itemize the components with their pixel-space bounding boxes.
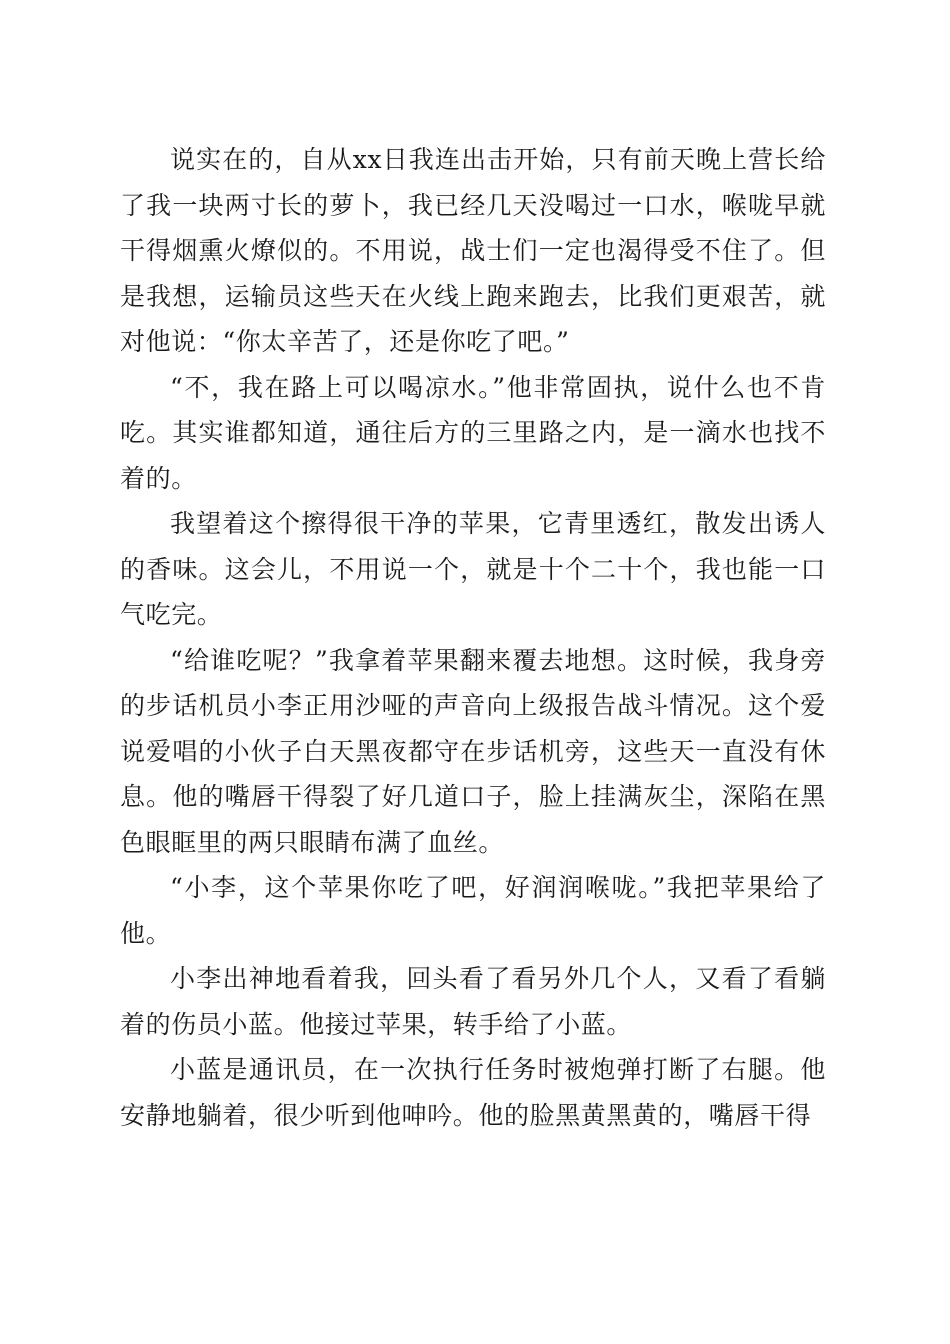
paragraph-4: “给谁吃呢？”我拿着苹果翻来覆去地想。这时候，我身旁的步话机员小李正用沙哑的声音向上级报告战斗情况。这个爱说爱唱的小伙子白天黑夜都守在步话机旁，这些天一直没有休息。他的嘴唇干得裂了好几道口子，脸上挂满灰尘，深陷在黑色眼眶里的两只眼睛布满了血丝。: [120, 645, 826, 857]
paragraph-6: 小李出神地看着我，回头看了看另外几个人，又看了看躺着的伤员小蓝。他接过苹果，转手给了小蓝。: [120, 964, 826, 1039]
document-body: [120, 137, 826, 1138]
paragraph-1: 说实在的，自从xx日我连出击开始，只有前天晚上营长给了我一块两寸长的萝卜，我已经几天没喝过一口水，喉咙早就干得烟熏火燎似的。不用说，战士们一定也渴得受不住了。但是我想，运输员这些天在火线上跑来跑去，比我们更艰苦，就对他说：“你太辛苦了，还是你吃了吧。”: [120, 145, 826, 356]
paragraph-5: “小李，这个苹果你吃了吧，好润润喉咙。”我把苹果给了他。: [120, 873, 826, 948]
paragraph-2: “不，我在路上可以喝凉水。”他非常固执，说什么也不肯吃。其实谁都知道，通往后方的三里路之内，是一滴水也找不着的。: [120, 372, 826, 493]
paragraph-7: 小蓝是通讯员，在一次执行任务时被炮弹打断了右腿。他安静地躺着，很少听到他呻吟。他的脸黑黄黑黄的，嘴唇干得: [120, 1055, 826, 1130]
paragraph-3: 我望着这个擦得很干净的苹果，它青里透红，散发出诱人的香味。这会儿，不用说一个，就是十个二十个，我也能一口气吃完。: [120, 509, 826, 629]
